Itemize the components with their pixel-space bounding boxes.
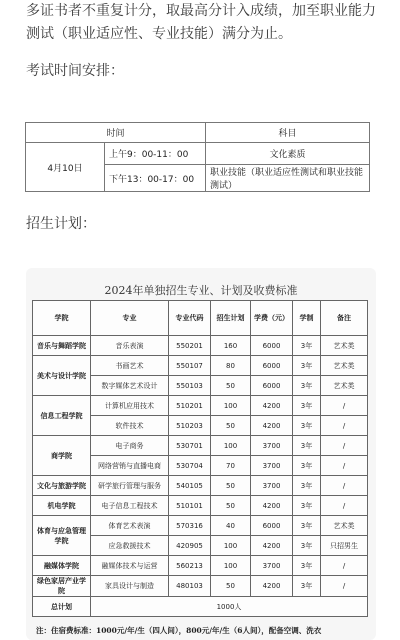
plan-cell-major: 音乐表演 <box>91 336 169 356</box>
plan-cell-note: 艺术类 <box>321 516 368 536</box>
plan-table-title: 2024年单独招生专业、计划及收费标准 <box>104 284 298 297</box>
plan-cell-major: 研学旅行管理与服务 <box>91 476 169 496</box>
plan-note: 注：住宿费标准：1000元/年/生（四人间），800元/年/生（6人间），配备空调、洗衣 <box>36 626 322 635</box>
college-name: 机电学院 <box>33 496 91 516</box>
plan-cell-major: 体育艺术表演 <box>91 516 169 536</box>
plan-cell-fee: 4200 <box>251 396 293 416</box>
plan-cell-years: 3年 <box>293 556 321 576</box>
plan-cell-major: 电子信息工程技术 <box>91 496 169 516</box>
plan-cell-code: 420905 <box>169 536 211 556</box>
college-name: 美术与设计学院 <box>33 356 91 396</box>
college-name: 体育与应急管理学院 <box>33 516 91 556</box>
plan-cell-fee: 6000 <box>251 336 293 356</box>
plan-cell-code: 550107 <box>169 356 211 376</box>
schedule-time: 上午9：00-11：00 <box>105 143 206 165</box>
plan-cell-code: 570316 <box>169 516 211 536</box>
plan-cell-plan: 160 <box>211 336 251 356</box>
plan-row <box>33 476 368 496</box>
plan-header-cell: 学费（元） <box>251 301 293 336</box>
schedule-table <box>25 122 370 192</box>
schedule-header-subject: 科目 <box>206 123 370 143</box>
plan-header-row <box>33 301 368 336</box>
plan-total-row <box>33 597 368 617</box>
plan-cell-code: 550103 <box>169 376 211 396</box>
plan-cell-fee: 3700 <box>251 476 293 496</box>
plan-cell-fee: 3700 <box>251 436 293 456</box>
plan-table <box>32 300 368 617</box>
plan-cell-fee: 4200 <box>251 576 293 597</box>
plan-cell-years: 3年 <box>293 396 321 416</box>
plan-cell-note: / <box>321 396 368 416</box>
plan-row <box>33 396 368 416</box>
plan-header-cell: 备注 <box>321 301 368 336</box>
plan-cell-code: 550201 <box>169 336 211 356</box>
plan-cell-fee: 3700 <box>251 556 293 576</box>
plan-cell-years: 3年 <box>293 436 321 456</box>
college-name: 绿色家居产业学院 <box>33 576 91 597</box>
plan-cell-plan: 70 <box>211 456 251 476</box>
plan-cell-code: 480103 <box>169 576 211 597</box>
plan-cell-major: 网络营销与直播电商 <box>91 456 169 476</box>
plan-row <box>33 336 368 356</box>
intro-paragraph: 多证书者不重复计分，取最高分计入成绩，加至职业能力测试（职业适应性、专业技能）满分为止。 <box>26 3 376 42</box>
plan-cell-fee: 4200 <box>251 496 293 516</box>
plan-cell-code: 530704 <box>169 456 211 476</box>
schedule-header-row <box>26 123 370 143</box>
schedule-subject: 职业技能（职业适应性测试和职业技能测试） <box>206 165 370 192</box>
plan-row <box>33 516 368 536</box>
plan-cell-fee: 4200 <box>251 416 293 436</box>
plan-header-cell: 专业代码 <box>169 301 211 336</box>
plan-cell-code: 560213 <box>169 556 211 576</box>
plan-cell-major: 数字媒体艺术设计 <box>91 376 169 396</box>
plan-cell-code: 540105 <box>169 476 211 496</box>
plan-cell-code: 510201 <box>169 396 211 416</box>
plan-cell-plan: 50 <box>211 376 251 396</box>
plan-cell-major: 计算机应用技术 <box>91 396 169 416</box>
plan-cell-years: 3年 <box>293 476 321 496</box>
plan-image-card <box>26 268 376 640</box>
plan-cell-code: 510203 <box>169 416 211 436</box>
plan-cell-note: / <box>321 436 368 456</box>
plan-cell-years: 3年 <box>293 456 321 476</box>
plan-row <box>33 356 368 376</box>
plan-cell-plan: 50 <box>211 576 251 597</box>
college-name: 音乐与舞蹈学院 <box>33 336 91 356</box>
plan-cell-note: 艺术类 <box>321 356 368 376</box>
plan-cell-fee: 3700 <box>251 456 293 476</box>
plan-cell-note: / <box>321 416 368 436</box>
plan-row <box>33 576 368 597</box>
plan-header-cell: 学制 <box>293 301 321 336</box>
plan-total-value: 1000人 <box>91 597 368 617</box>
plan-cell-major: 融媒体技术与运营 <box>91 556 169 576</box>
plan-row <box>33 436 368 456</box>
plan-cell-note: / <box>321 496 368 516</box>
schedule-date: 4月10日 <box>26 143 105 192</box>
plan-cell-code: 530701 <box>169 436 211 456</box>
plan-cell-note: 只招男生 <box>321 536 368 556</box>
plan-cell-years: 3年 <box>293 336 321 356</box>
plan-cell-major: 家具设计与制造 <box>91 576 169 597</box>
plan-cell-years: 3年 <box>293 416 321 436</box>
plan-header-cell: 专业 <box>91 301 169 336</box>
schedule-time: 下午13：00-17：00 <box>105 165 206 192</box>
plan-cell-note: / <box>321 456 368 476</box>
college-name: 商学院 <box>33 436 91 476</box>
plan-cell-plan: 40 <box>211 516 251 536</box>
plan-cell-note: 艺术类 <box>321 376 368 396</box>
plan-cell-major: 应急救援技术 <box>91 536 169 556</box>
plan-cell-code: 510101 <box>169 496 211 516</box>
plan-cell-note: / <box>321 556 368 576</box>
plan-cell-note: / <box>321 476 368 496</box>
schedule-row <box>26 143 370 165</box>
plan-cell-major: 书画艺术 <box>91 356 169 376</box>
plan-cell-years: 3年 <box>293 536 321 556</box>
plan-cell-plan: 100 <box>211 536 251 556</box>
plan-cell-fee: 6000 <box>251 376 293 396</box>
plan-cell-years: 3年 <box>293 516 321 536</box>
plan-cell-plan: 50 <box>211 416 251 436</box>
plan-cell-note: / <box>321 576 368 597</box>
plan-heading: 招生计划： <box>26 216 96 232</box>
plan-cell-major: 软件技术 <box>91 416 169 436</box>
plan-total-label: 总计划 <box>33 597 91 617</box>
plan-row <box>33 556 368 576</box>
plan-cell-note: 艺术类 <box>321 336 368 356</box>
plan-cell-major: 电子商务 <box>91 436 169 456</box>
schedule-header-time: 时间 <box>26 123 206 143</box>
plan-cell-plan: 80 <box>211 356 251 376</box>
plan-cell-plan: 100 <box>211 396 251 416</box>
plan-cell-fee: 4200 <box>251 536 293 556</box>
plan-cell-plan: 100 <box>211 556 251 576</box>
schedule-heading: 考试时间安排： <box>26 63 124 79</box>
college-name: 文化与旅游学院 <box>33 476 91 496</box>
plan-cell-plan: 50 <box>211 476 251 496</box>
plan-cell-fee: 6000 <box>251 516 293 536</box>
plan-header-cell: 招生计划 <box>211 301 251 336</box>
schedule-subject: 文化素质 <box>206 143 370 165</box>
college-name: 信息工程学院 <box>33 396 91 436</box>
plan-header-cell: 学院 <box>33 301 91 336</box>
plan-cell-plan: 100 <box>211 436 251 456</box>
plan-cell-fee: 6000 <box>251 356 293 376</box>
plan-cell-years: 3年 <box>293 376 321 396</box>
plan-cell-years: 3年 <box>293 576 321 597</box>
plan-cell-years: 3年 <box>293 496 321 516</box>
college-name: 融媒体学院 <box>33 556 91 576</box>
plan-row <box>33 496 368 516</box>
plan-cell-years: 3年 <box>293 356 321 376</box>
plan-cell-plan: 50 <box>211 496 251 516</box>
